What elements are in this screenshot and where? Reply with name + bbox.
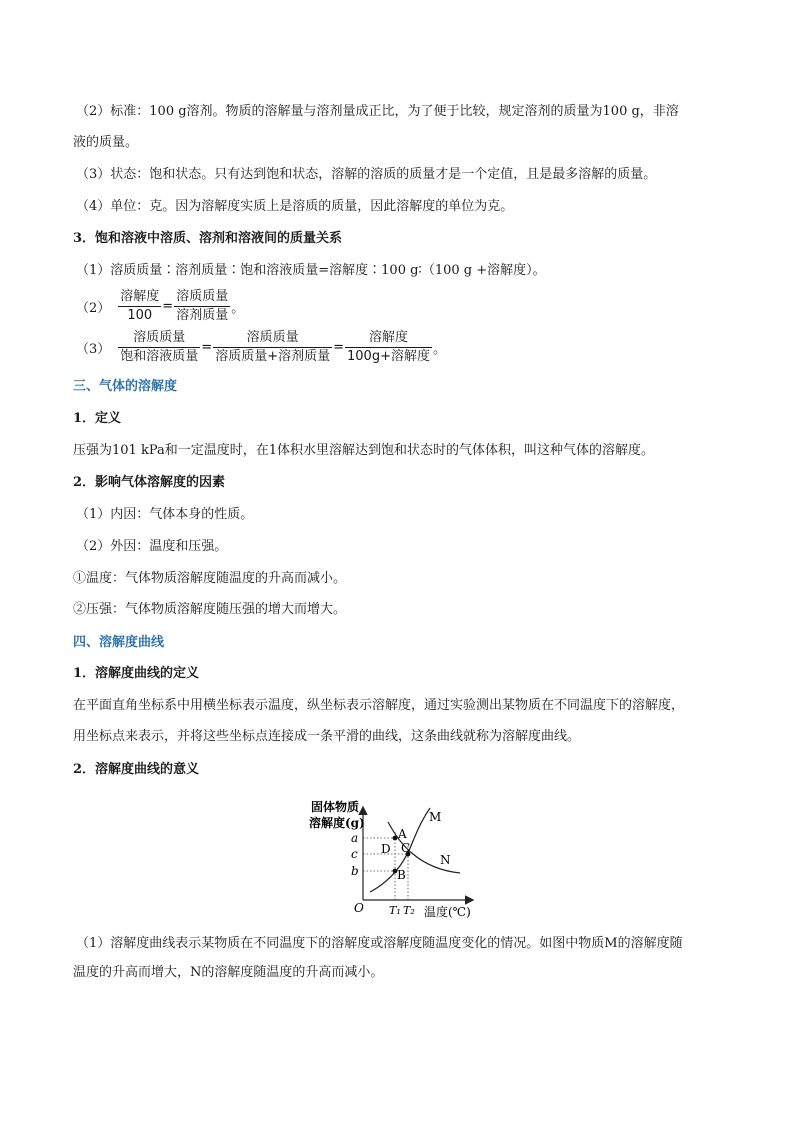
- factor-external: （2）外因：温度和压强。: [76, 539, 228, 554]
- x-tick-t1: T₁: [389, 904, 401, 917]
- fraction-numerator: 溶质质量: [118, 329, 200, 348]
- fraction-solubility-100: [118, 288, 161, 325]
- point-d-label: D: [381, 842, 391, 856]
- para-standard-cont: 液的质量。: [73, 135, 139, 150]
- formula-3: [76, 329, 447, 366]
- fraction-denominator: 饱和溶液质量: [120, 349, 199, 364]
- para-unit: （4）单位：克。因为溶解度实质上是溶质的质量，因此溶解度的单位为克。: [76, 199, 514, 214]
- fraction-numerator: 溶质质量: [174, 288, 230, 307]
- y-axis-label-line1: 固体物质: [311, 800, 360, 814]
- factor-temperature: ①温度：气体物质溶解度随温度的升高而减小。: [73, 571, 347, 586]
- equals-sign: =: [162, 299, 174, 314]
- y-tick-c: c: [351, 847, 358, 861]
- formula-2-label: （2）: [76, 301, 111, 316]
- section-solubility-curve: 四、溶解度曲线: [73, 635, 165, 650]
- factor-pressure: ②压强：气体物质溶解度随压强的增大而增大。: [73, 602, 347, 617]
- fraction-denominator: 100: [127, 308, 153, 323]
- para-curve-definition-cont: 用坐标点来表示，并将这些坐标点连接成一条平滑的曲线，这条曲线就称为溶解度曲线。: [73, 729, 581, 744]
- section-gas-solubility: 三、气体的溶解度: [73, 379, 178, 394]
- factor-internal: （1）内因：气体本身的性质。: [76, 507, 254, 522]
- fraction-solubility-sum: [345, 329, 432, 366]
- y-tick-b: b: [351, 864, 359, 878]
- heading-gas-factors: 2．影响气体溶解度的因素: [73, 475, 226, 490]
- para-curve-meaning-cont: 温度的升高而增大，N的溶解度随温度的升高而减小。: [73, 965, 384, 980]
- fraction-numerator: 溶解度: [345, 329, 432, 348]
- fraction-numerator: 溶解度: [118, 288, 161, 307]
- x-axis-label: 温度(℃): [424, 905, 471, 919]
- fraction-solute-sum: [213, 329, 332, 366]
- fraction-denominator: 溶质质量+溶剂质量: [215, 349, 331, 364]
- heading-curve-meaning: 2．溶解度曲线的意义: [73, 762, 200, 777]
- fraction-solute-solvent: [174, 288, 230, 325]
- para-state: （3）状态：饱和状态。只有达到饱和状态，溶解的溶质的质量才是一个定值，且是最多溶解的质量。: [76, 167, 657, 182]
- period: 。: [231, 301, 245, 316]
- fraction-solute-solution: [118, 329, 200, 366]
- formula-3-label: （3）: [76, 342, 111, 357]
- x-tick-t2: T₂: [403, 904, 415, 917]
- y-tick-a: a: [351, 831, 359, 845]
- heading-definition: 1．定义: [73, 411, 122, 426]
- formula-2: [76, 288, 245, 325]
- fraction-denominator: 100g+溶解度: [347, 349, 430, 364]
- y-axis-label-line2: 溶解度(g): [309, 816, 365, 830]
- point-b-label: B: [397, 868, 406, 882]
- heading-curve-definition: 1．溶解度曲线的定义: [73, 666, 200, 681]
- period: 。: [432, 342, 446, 357]
- para-curve-definition: 在平面直角坐标系中用横坐标表示温度，纵坐标表示溶解度，通过实验测出某物质在不同温度下的溶解度，: [73, 698, 685, 713]
- heading-mass-relation: 3．饱和溶液中溶质、溶剂和溶液间的质量关系: [73, 231, 343, 246]
- fraction-denominator: 溶剂质量: [176, 308, 229, 323]
- curve-m-label: M: [429, 810, 442, 824]
- point-a: [393, 836, 398, 841]
- origin-label: O: [354, 901, 364, 915]
- para-curve-meaning: （1）溶解度曲线表示某物质在不同温度下的溶解度或溶解度随温度变化的情况。如图中物质M的溶解度随: [76, 936, 683, 951]
- relation-1: （1）溶质质量∶溶剂质量∶饱和溶液质量=溶解度∶100 g∶（100 g +溶解度）。: [76, 263, 546, 278]
- equals-sign: =: [333, 340, 345, 355]
- point-c-label: C: [401, 841, 411, 855]
- point-a-label: A: [398, 827, 407, 841]
- equals-sign: =: [201, 340, 213, 355]
- solubility-curve-figure: [300, 796, 490, 922]
- curve-n-label: N: [440, 853, 451, 867]
- fraction-numerator: 溶质质量: [213, 329, 332, 348]
- para-gas-definition: 压强为101 kPa和一定温度时，在1体积水里溶解达到饱和状态时的气体体积，叫这种气体的溶解度。: [73, 443, 655, 458]
- para-standard: （2）标准：100 g溶剂。物质的溶解量与溶剂量成正比，为了便于比较，规定溶剂的质量为100 g，非溶: [76, 104, 679, 119]
